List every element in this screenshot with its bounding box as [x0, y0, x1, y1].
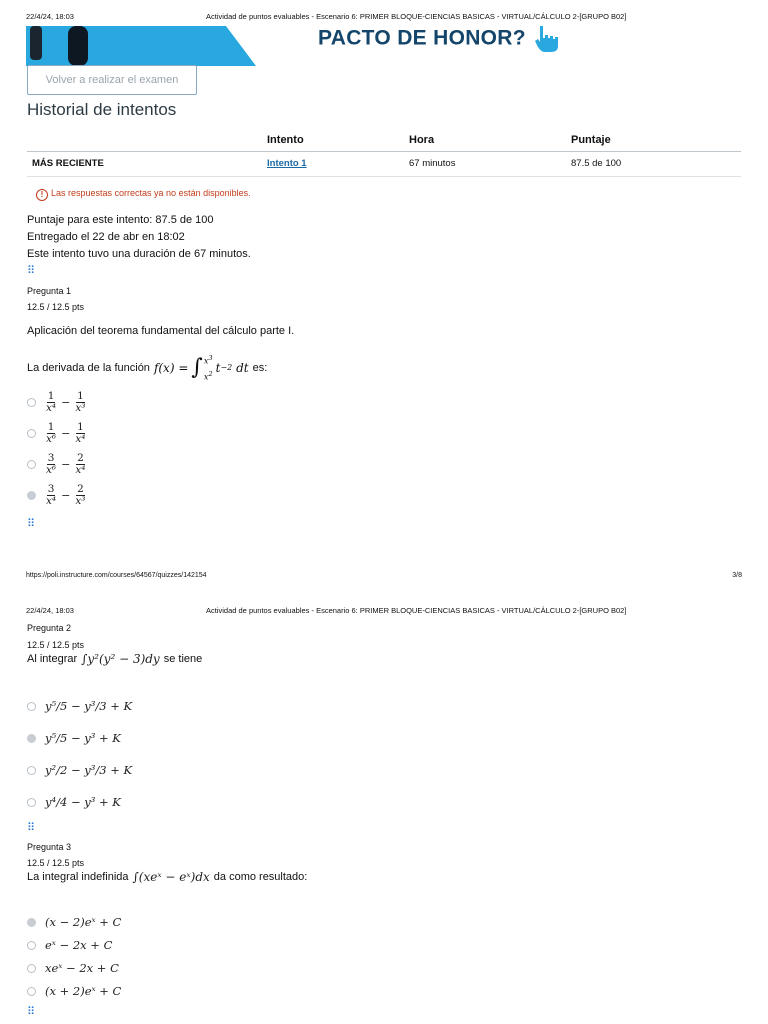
question-2-text-after: se tiene [163, 653, 203, 665]
question-2-label: Pregunta 2 [27, 623, 72, 633]
q2-option-4[interactable]: y⁴/4 − y³ + K [27, 788, 121, 816]
question-3-text-after: da como resultado: [213, 871, 308, 883]
drag-handle-icon[interactable]: ⠿ [27, 1006, 35, 1018]
radio-button[interactable] [27, 702, 36, 711]
question-2-points: 12.5 / 12.5 pts [27, 640, 85, 650]
duration-line: Este intento tuvo una duración de 67 minutos. [27, 248, 251, 260]
question-3-text [27, 870, 307, 884]
radio-button[interactable] [27, 766, 36, 775]
question-3-label: Pregunta 3 [27, 842, 72, 852]
radio-button[interactable] [27, 460, 36, 469]
col-header-attempt: Intento [267, 130, 409, 152]
q2-option-3[interactable]: y²/2 − y³/3 + K [27, 756, 132, 784]
question-2-formula: ∫y²(y² − 3)dy [81, 652, 160, 666]
print-date: 22/4/24, 18:03 [26, 606, 74, 615]
warning-text: Las respuestas correctas ya no están disponibles. [51, 188, 251, 198]
honor-pact-title: PACTO DE HONOR? [318, 26, 526, 50]
score-line: Puntaje para este intento: 87.5 de 100 [27, 214, 214, 226]
row-label: MÁS RECIENTE [27, 152, 267, 177]
submitted-line: Entregado el 22 de abr en 18:02 [27, 231, 185, 243]
pointing-hand-icon [532, 24, 562, 54]
radio-button[interactable] [27, 941, 36, 950]
attempt-history-title: Historial de intentos [27, 100, 177, 119]
q3-option-3[interactable]: xeˣ − 2x + C [27, 954, 119, 982]
answers-unavailable-warning [36, 188, 251, 201]
q1-option-4[interactable]: $\frac{3}{\text{x⁴}}$ − $\frac{2}{\text{x³}}$ [27, 481, 87, 509]
col-header-label [27, 130, 267, 152]
radio-button[interactable] [27, 429, 36, 438]
print-title: Actividad de puntos evaluables - Escenario 6: PRIMER BLOQUE-CIENCIAS BASICAS - VIRTUAL/CÁLCULO 2-[GRUPO B02] [206, 606, 627, 615]
radio-button[interactable] [27, 798, 36, 807]
q2-option-1[interactable]: y⁵/5 − y³/3 + K [27, 692, 132, 720]
warning-icon: ! [36, 189, 48, 201]
row-score: 87.5 de 100 [571, 152, 741, 177]
radio-button-selected[interactable] [27, 491, 36, 500]
banner-image [26, 26, 256, 66]
retake-exam-button[interactable]: Volver a realizar el examen [27, 65, 197, 95]
question-1-intro: Aplicación del teorema fundamental del cálculo parte I. [27, 325, 295, 337]
radio-button[interactable] [27, 964, 36, 973]
table-row [27, 152, 741, 177]
print-footer [26, 572, 742, 579]
question-1-text-after: es: [252, 361, 268, 374]
radio-button-selected[interactable] [27, 734, 36, 743]
q3-option-4[interactable]: (x + 2)eˣ + C [27, 977, 121, 1005]
drag-handle-icon[interactable]: ⠿ [27, 822, 35, 834]
drag-handle-icon[interactable]: ⠿ [27, 265, 35, 277]
question-1-text-before: La derivada de la función [27, 361, 150, 374]
row-time: 67 minutos [409, 152, 571, 177]
col-header-time: Hora [409, 130, 571, 152]
radio-button[interactable] [27, 987, 36, 996]
q2-option-2[interactable]: y⁵/5 − y³ + K [27, 724, 121, 752]
q1-option-3[interactable]: $\frac{3}{\text{x⁶}}$ − $\frac{2}{\text{x⁴}}$ [27, 450, 87, 478]
q3-option-1[interactable]: (x − 2)eˣ + C [27, 908, 121, 936]
question-1-points: 12.5 / 12.5 pts [27, 302, 85, 312]
print-page-number: 3/8 [732, 572, 742, 579]
question-3-text-before: La integral indefinida [27, 871, 129, 883]
q3-option-2[interactable]: eˣ − 2x + C [27, 931, 112, 959]
honor-pact-banner [318, 24, 562, 54]
question-2-text [27, 652, 202, 666]
radio-button[interactable] [27, 398, 36, 407]
print-title: Actividad de puntos evaluables - Escenario 6: PRIMER BLOQUE-CIENCIAS BASICAS - VIRTUAL/CÁLCULO 2-[GRUPO B02] [206, 12, 627, 21]
drag-handle-icon[interactable]: ⠿ [27, 518, 35, 530]
print-url: https://poli.instructure.com/courses/64567/quizzes/142154 [26, 572, 207, 579]
question-1-text [27, 352, 267, 383]
attempt-history-table [27, 130, 741, 177]
q1-option-2[interactable]: $\frac{1}{\text{x⁶}}$ − $\frac{1}{\text{x⁴}}$ [27, 419, 87, 447]
q1-option-1[interactable]: $\frac{1}{\text{x⁴}}$ − $\frac{1}{\text{x³}}$ [27, 388, 87, 416]
col-header-score: Puntaje [571, 130, 741, 152]
radio-button-selected[interactable] [27, 918, 36, 927]
question-3-formula: ∫(xeˣ − eˣ)dx [132, 870, 210, 884]
question-2-text-before: Al integrar [27, 653, 78, 665]
attempt-link[interactable]: Intento 1 [267, 158, 307, 169]
question-3-points: 12.5 / 12.5 pts [27, 858, 85, 868]
print-date: 22/4/24, 18:03 [26, 12, 74, 21]
question-1-label: Pregunta 1 [27, 286, 72, 296]
question-1-formula: f(x) = ∫ $x^3$ $x^2$ t −2 dt [153, 354, 249, 382]
